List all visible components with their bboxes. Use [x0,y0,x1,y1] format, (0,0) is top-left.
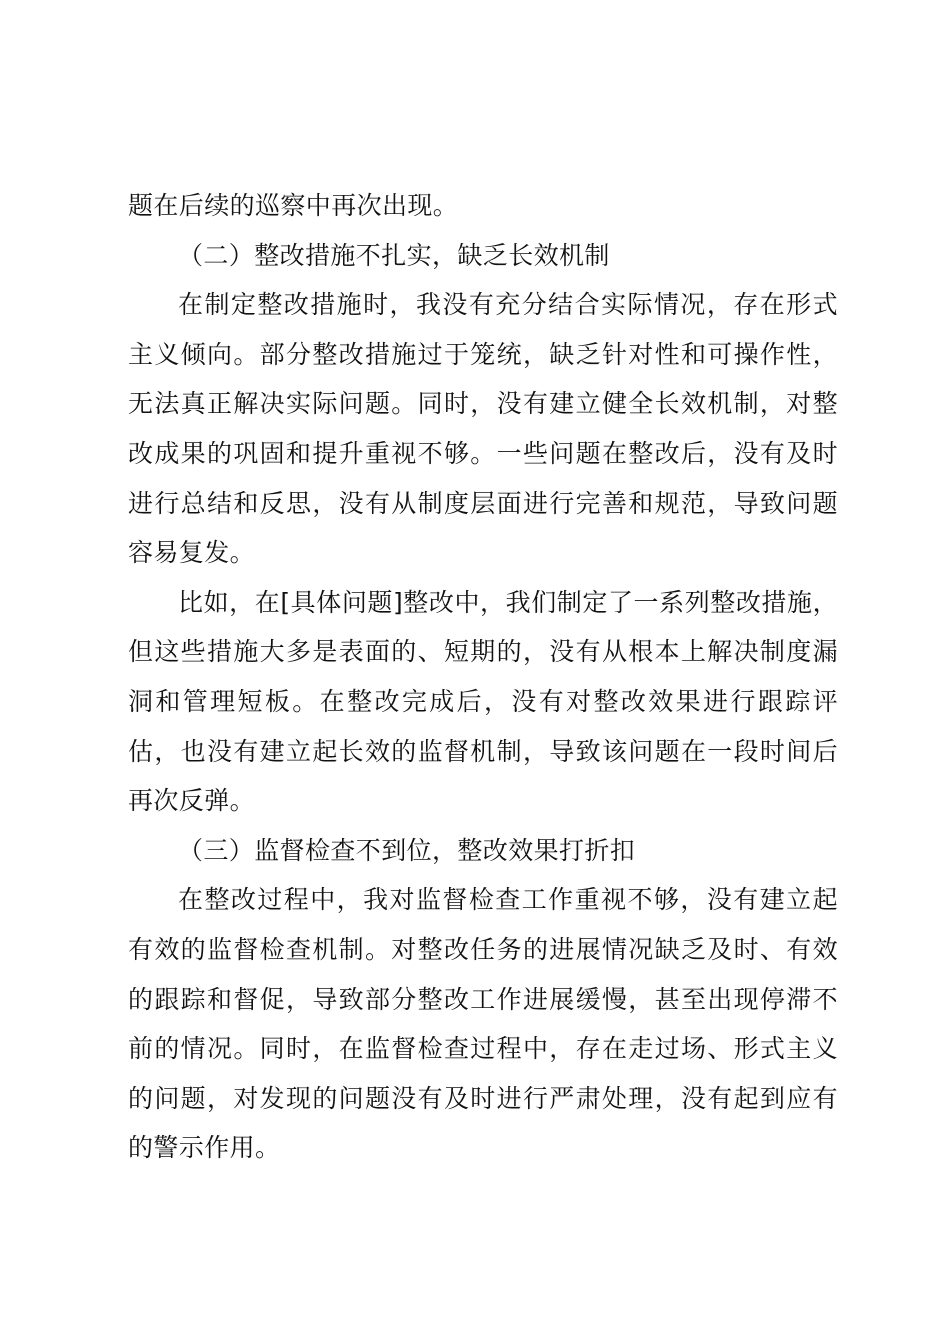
section-heading-three: （三）监督检查不到位，整改效果打折扣 [178,835,636,865]
section-heading-two: （二）整改措施不扎实，缺乏长效机制 [178,240,610,270]
paragraph-supervision: 在整改过程中，我对监督检查工作重视不够，没有建立起有效的监督检查机制。对整改任务的进展情况缺乏及时、有效的跟踪和督促，导致部分整改工作进展缓慢，甚至出现停滞不前的情况。同时，在监督检查过程中，存在走过场、形式主义的问题，对发现的问题没有及时进行严肃处理，没有起到应有的警示作用。 [128,885,838,1163]
document-body [128,181,838,1173]
paragraph-example: 比如，在[具体问题]整改中，我们制定了一系列整改措施，但这些措施大多是表面的、短期的，没有从根本上解决制度漏洞和管理短板。在整改完成后，没有对整改效果进行跟踪评估，也没有建立起长效的监督机制，导致该问题在一段时间后再次反弹。 [128,587,838,816]
paragraph-measures: 在制定整改措施时，我没有充分结合实际情况，存在形式主义倾向。部分整改措施过于笼统，缺乏针对性和可操作性，无法真正解决实际问题。同时，没有建立健全长效机制，对整改成果的巩固和提升重视不够。一些问题在整改后，没有及时进行总结和反思，没有从制度层面进行完善和规范，导致问题容易复发。 [128,290,838,568]
paragraph-continuation: 题在后续的巡察中再次出现。 [128,191,459,220]
